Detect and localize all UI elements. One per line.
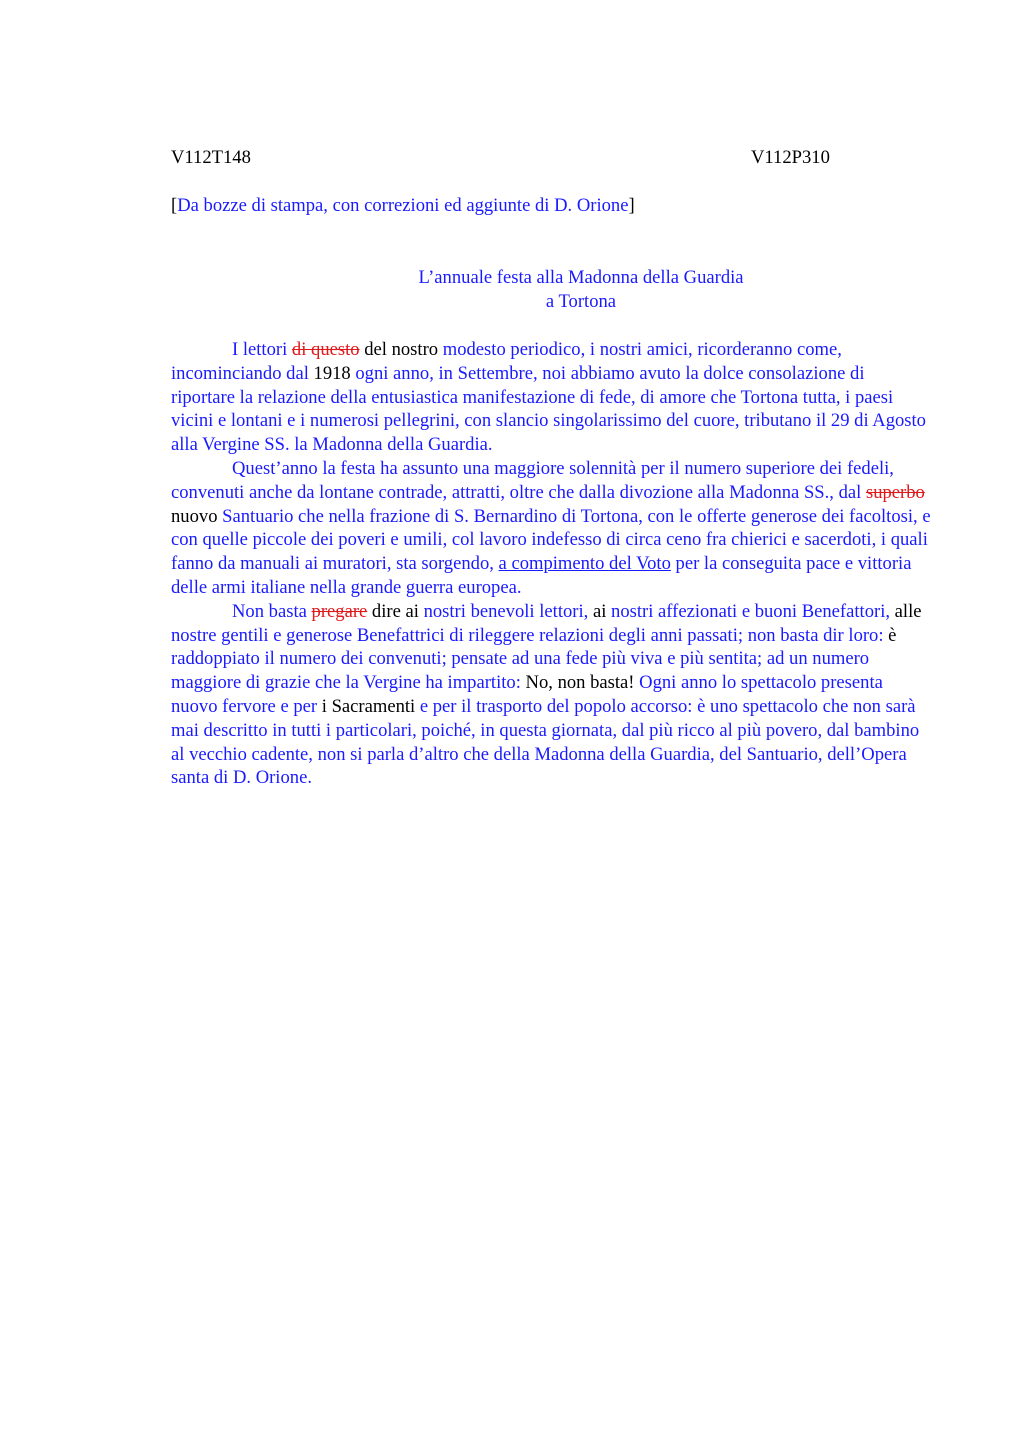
p2-deleted-text: superbo <box>865 481 925 503</box>
p1-text-original: del nostro <box>359 339 443 360</box>
p2-text-added: per la conseguita pace e vittoria delle armi italiane nella grande guerra europea. <box>171 553 912 598</box>
volume-code-left: V112T148 <box>171 147 251 168</box>
p3-text-added: raddoppiato il numero dei convenuti; pensate ad una fede più viva e più sentita; ad un numero maggiore di grazie che la Vergine ha impartito: <box>171 648 870 694</box>
paragraph-3 <box>171 600 931 790</box>
p3-text-added: Non basta <box>232 600 312 622</box>
paragraph-2 <box>171 457 931 600</box>
source-note-open-bracket: [ <box>171 195 178 216</box>
p2-underlined-insertion: a compimento del Voto <box>498 553 671 575</box>
p2-text-added: Quest’anno la festa ha assunto una maggiore solennità per il numero superiore dei fedeli, convenuti anche da lontane contrade, attratti, oltre che dalla divozione alla Madonna SS., dal <box>171 457 894 503</box>
p1-year-original: 1918 <box>313 362 351 384</box>
volume-code-right: V112P310 <box>751 147 830 168</box>
p3-text-added: nostri affezionati e buoni Benefattori, <box>611 600 891 622</box>
article-title <box>171 266 931 314</box>
p3-text-original: è <box>888 624 897 646</box>
p3-text-original: ai <box>588 600 612 622</box>
article-body <box>171 338 931 790</box>
p1-deleted-text: di questo <box>291 339 360 360</box>
document-header <box>171 146 931 170</box>
paragraph-1 <box>171 338 931 457</box>
p3-text-added: Ogni anno lo spettacolo presenta nuovo fervore e per <box>171 672 883 717</box>
p3-text-original: dire ai <box>367 600 424 622</box>
p3-text-added: e per il trasporto del popolo accorso: è uno spettacolo che non sarà mai descritto in tutti i particolari, poiché, in questa giornata, dal più ricco al più povero, dal bambino al vecchio cadente, non si parla d’altro che della Madonna della Guardia, del Santuario, dell’Opera santa di D. Orione. <box>171 695 920 789</box>
document-page <box>171 146 931 790</box>
p1-text-added: modesto periodico, i nostri amici, ricorderanno come, incominciando dal <box>171 339 842 384</box>
article-title-line-2: a Tortona <box>545 291 617 312</box>
p3-deleted-text: pregare <box>311 600 368 622</box>
source-note-text: Da bozze di stampa, con correzioni ed aggiunte di D. Orione <box>177 195 629 216</box>
p3-text-original: No, non basta! <box>525 672 635 694</box>
p2-text-added: Santuario che nella frazione di S. Bernardino di Tortona, con le offerte generose dei facoltosi, e con quelle piccole dei poveri e umili, col lavoro indefesso di circa ceno fra chierici e sacerdoti, i quali fanno da manuali ai muratori, sta sorgendo, <box>171 505 931 575</box>
p3-text-added: nostri benevoli lettori, <box>423 600 589 622</box>
source-note-close-bracket: ] <box>628 195 635 216</box>
p3-text-original: alle <box>890 600 922 622</box>
p1-text-added: I lettori <box>232 339 292 360</box>
p2-text-original: nuovo <box>171 505 223 527</box>
source-note <box>171 194 931 218</box>
p3-text-added: nostre gentili e generose Benefattrici di rileggere relazioni degli anni passati; non basta dir loro: <box>171 624 889 646</box>
p3-text-original: i Sacramenti <box>321 695 416 717</box>
p1-text-added: ogni anno, in Settembre, noi abbiamo avuto la dolce consolazione di riportare la relazione della entusiastica manifestazione di fede, di amore che Tortona tutta, i paesi vicini e lontani e i numerosi pellegrini, con slancio singolarissimo del cuore, tributano il 29 di Agosto alla Vergine SS. la Madonna della Guardia. <box>171 362 926 456</box>
article-title-line-1: L’annuale festa alla Madonna della Guardia <box>418 267 744 288</box>
